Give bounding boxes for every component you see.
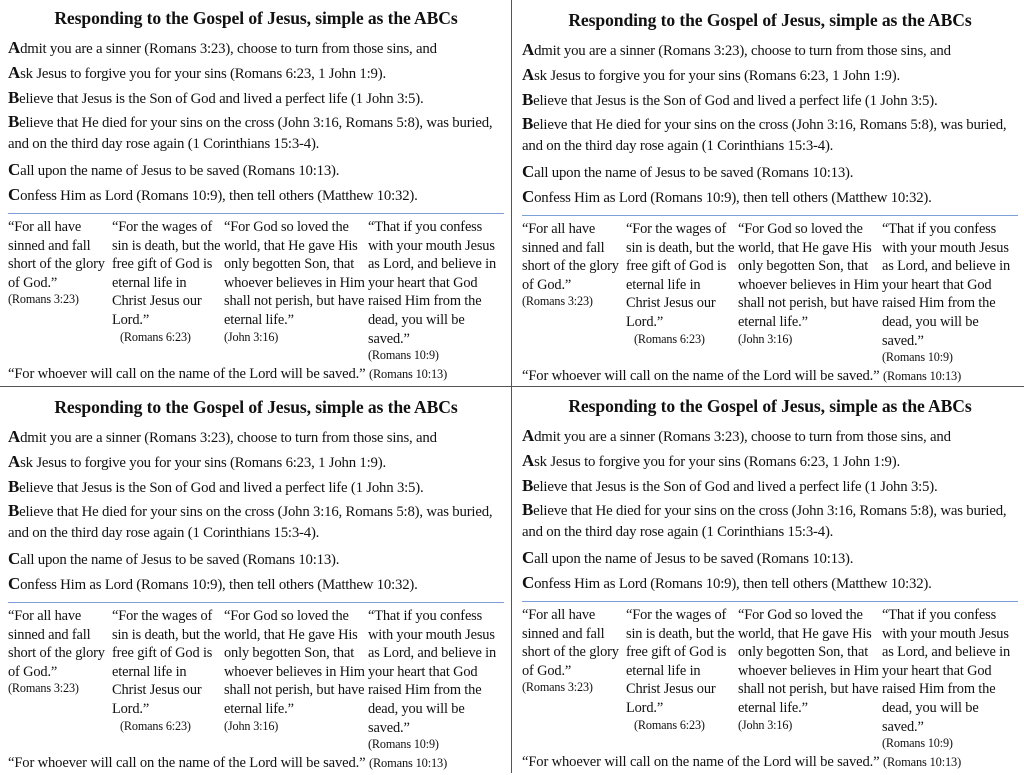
step-initial: A	[8, 63, 21, 82]
step-admit	[8, 425, 504, 450]
verse-reference: (John 3:16)	[738, 331, 793, 346]
verse-romans-6-23	[626, 220, 738, 364]
step-initial: B	[522, 476, 534, 495]
step-initial: C	[522, 162, 535, 181]
step-initial: B	[522, 114, 534, 133]
step-initial: B	[8, 477, 20, 496]
step-initial: A	[522, 40, 535, 59]
verse-text: “For God so loved the world, that He gave His only begotten Son, that whoever believes in Him shall not perish, but have eternal life.”	[738, 607, 879, 716]
step-text: sk Jesus to forgive you for your sins (Romans 6:23, 1 John 1:9).	[20, 455, 386, 471]
step-ask	[8, 450, 504, 475]
card-title: Responding to the Gospel of Jesus, simple as the ABCs	[568, 396, 972, 416]
step-admit	[8, 36, 504, 61]
verse-text: “For the wages of sin is death, but the free gift of God is eternal life in Christ Jesus our Lord.”	[112, 219, 221, 328]
step-believe-died	[522, 113, 1018, 157]
footer-text: “For whoever will call on the name of the Lord will be saved.”	[522, 368, 880, 385]
step-initial: A	[522, 65, 535, 84]
step-text: dmit you are a sinner (Romans 3:23), choose to turn from those sins, and	[534, 43, 951, 59]
verse-columns	[522, 606, 1018, 750]
verse-text: “For God so loved the world, that He gave His only begotten Son, that whoever believes in Him shall not perish, but have eternal life.”	[224, 219, 365, 328]
verse-romans-10-9	[882, 606, 1016, 750]
verse-reference: (Romans 3:23)	[8, 681, 79, 696]
step-text: all upon the name of Jesus to be saved (Romans 10:13).	[20, 163, 340, 179]
step-initial: A	[8, 452, 21, 471]
footer-reference: (Romans 10:13)	[882, 369, 962, 384]
tract-card	[8, 395, 504, 775]
verse-columns	[8, 607, 504, 751]
step-confess	[522, 571, 1018, 596]
step-call	[522, 160, 1018, 185]
step-text: sk Jesus to forgive you for your sins (Romans 6:23, 1 John 1:9).	[20, 66, 386, 82]
verse-text: “For all have sinned and fall short of the glory of God.”	[8, 219, 105, 291]
verse-text: “For the wages of sin is death, but the free gift of God is eternal life in Christ Jesus our Lord.”	[112, 608, 221, 717]
footer-text: “For whoever will call on the name of the Lord will be saved.”	[8, 366, 366, 383]
verse-reference: (Romans 6:23)	[634, 331, 705, 346]
verse-reference: (Romans 3:23)	[522, 680, 593, 695]
step-initial: A	[8, 427, 21, 446]
step-admit	[522, 38, 1018, 63]
footer-text: “For whoever will call on the name of the Lord will be saved.”	[522, 754, 880, 771]
footer-reference: (Romans 10:13)	[882, 755, 962, 770]
step-text: all upon the name of Jesus to be saved (Romans 10:13).	[534, 551, 854, 567]
step-believe-son	[522, 88, 1018, 113]
step-initial: C	[8, 160, 21, 179]
divider-rule	[8, 602, 504, 603]
tract-card	[522, 394, 1018, 774]
step-text: elieve that He died for your sins on the cross (John 3:16, Romans 5:8), was buried, and on the third day rose again (1 Corinthians 15:3-4).	[522, 503, 1007, 540]
card-title: Responding to the Gospel of Jesus, simple as the ABCs	[54, 397, 458, 417]
footer-verse	[8, 366, 504, 383]
step-text: elieve that He died for your sins on the cross (John 3:16, Romans 5:8), was buried, and on the third day rose again (1 Corinthians 15:3-4).	[8, 115, 493, 152]
step-believe-died	[8, 500, 504, 544]
verse-reference: (Romans 3:23)	[8, 292, 79, 307]
step-text: sk Jesus to forgive you for your sins (Romans 6:23, 1 John 1:9).	[534, 68, 900, 84]
card-title: Responding to the Gospel of Jesus, simple as the ABCs	[568, 10, 972, 30]
verse-romans-3-23	[522, 606, 626, 750]
step-confess	[522, 185, 1018, 210]
step-believe-son	[8, 86, 504, 111]
verse-text: “That if you confess with your mouth Jesus as Lord, and believe in your heart that God raised Him from the dead, you will be saved.”	[368, 219, 497, 347]
verse-romans-6-23	[112, 607, 224, 751]
step-believe-died	[522, 499, 1018, 543]
step-initial: C	[8, 549, 21, 568]
abc-steps	[8, 425, 504, 597]
step-initial: A	[522, 426, 535, 445]
step-believe-son	[522, 474, 1018, 499]
step-text: elieve that He died for your sins on the cross (John 3:16, Romans 5:8), was buried, and on the third day rose again (1 Corinthians 15:3-4).	[522, 117, 1007, 154]
verse-romans-10-9	[368, 607, 502, 751]
step-initial: C	[522, 187, 535, 206]
footer-verse	[522, 754, 1018, 771]
verse-text: “For all have sinned and fall short of the glory of God.”	[8, 608, 105, 680]
step-text: elieve that Jesus is the Son of God and lived a perfect life (1 John 3:5).	[533, 93, 938, 109]
verse-john-3-16	[738, 606, 882, 750]
step-text: dmit you are a sinner (Romans 3:23), choose to turn from those sins, and	[20, 41, 437, 57]
footer-verse	[8, 755, 504, 772]
step-confess	[8, 572, 504, 597]
tract-card	[8, 6, 504, 386]
verse-john-3-16	[738, 220, 882, 364]
step-text: elieve that He died for your sins on the cross (John 3:16, Romans 5:8), was buried, and on the third day rose again (1 Corinthians 15:3-4).	[8, 504, 493, 541]
divider-rule	[8, 213, 504, 214]
verse-romans-3-23	[8, 607, 112, 751]
verse-columns	[522, 220, 1018, 364]
step-initial: B	[522, 90, 534, 109]
step-believe-son	[8, 475, 504, 500]
verse-text: “For all have sinned and fall short of the glory of God.”	[522, 221, 619, 293]
verse-romans-6-23	[112, 218, 224, 362]
verse-reference: (Romans 10:9)	[368, 348, 439, 363]
verse-romans-3-23	[8, 218, 112, 362]
verse-text: “For God so loved the world, that He gave His only begotten Son, that whoever believes in Him shall not perish, but have eternal life.”	[738, 221, 879, 330]
step-initial: C	[522, 573, 535, 592]
footer-text: “For whoever will call on the name of the Lord will be saved.”	[8, 755, 366, 772]
step-text: onfess Him as Lord (Romans 10:9), then tell others (Matthew 10:32).	[534, 576, 932, 592]
step-call	[522, 546, 1018, 571]
step-initial: A	[8, 38, 21, 57]
footer-reference: (Romans 10:13)	[368, 756, 448, 771]
step-text: onfess Him as Lord (Romans 10:9), then tell others (Matthew 10:32).	[534, 190, 932, 206]
verse-romans-3-23	[522, 220, 626, 364]
footer-reference: (Romans 10:13)	[368, 367, 448, 382]
verse-text: “For the wages of sin is death, but the free gift of God is eternal life in Christ Jesus our Lord.”	[626, 221, 735, 330]
divider-rule	[522, 215, 1018, 216]
step-text: all upon the name of Jesus to be saved (Romans 10:13).	[20, 552, 340, 568]
tract-card	[522, 8, 1018, 388]
verse-reference: (John 3:16)	[738, 717, 793, 732]
verse-reference: (Romans 3:23)	[522, 294, 593, 309]
verse-romans-6-23	[626, 606, 738, 750]
verse-reference: (Romans 10:9)	[368, 737, 439, 752]
step-initial: B	[8, 112, 20, 131]
step-ask	[522, 63, 1018, 88]
footer-verse	[522, 368, 1018, 385]
step-text: sk Jesus to forgive you for your sins (Romans 6:23, 1 John 1:9).	[534, 454, 900, 470]
step-confess	[8, 183, 504, 208]
step-call	[8, 158, 504, 183]
step-text: onfess Him as Lord (Romans 10:9), then tell others (Matthew 10:32).	[20, 577, 418, 593]
step-initial: B	[8, 501, 20, 520]
verse-text: “That if you confess with your mouth Jesus as Lord, and believe in your heart that God raised Him from the dead, you will be saved.”	[368, 608, 497, 736]
verse-text: “For all have sinned and fall short of the glory of God.”	[522, 607, 619, 679]
verse-reference: (Romans 10:9)	[882, 350, 953, 365]
step-believe-died	[8, 111, 504, 155]
step-initial: C	[522, 548, 535, 567]
verse-reference: (Romans 10:9)	[882, 736, 953, 751]
verse-romans-10-9	[368, 218, 502, 362]
step-text: all upon the name of Jesus to be saved (Romans 10:13).	[534, 165, 854, 181]
step-text: onfess Him as Lord (Romans 10:9), then tell others (Matthew 10:32).	[20, 188, 418, 204]
verse-reference: (Romans 6:23)	[120, 718, 191, 733]
verse-text: “For God so loved the world, that He gave His only begotten Son, that whoever believes in Him shall not perish, but have eternal life.”	[224, 608, 365, 717]
verse-reference: (John 3:16)	[224, 329, 279, 344]
step-ask	[8, 61, 504, 86]
verse-columns	[8, 218, 504, 362]
step-admit	[522, 424, 1018, 449]
step-initial: B	[522, 500, 534, 519]
verse-romans-10-9	[882, 220, 1016, 364]
step-text: dmit you are a sinner (Romans 3:23), choose to turn from those sins, and	[20, 430, 437, 446]
verse-reference: (Romans 6:23)	[120, 329, 191, 344]
verse-text: “That if you confess with your mouth Jesus as Lord, and believe in your heart that God raised Him from the dead, you will be saved.”	[882, 221, 1011, 349]
verse-john-3-16	[224, 607, 368, 751]
step-ask	[522, 449, 1018, 474]
divider-rule	[522, 601, 1018, 602]
step-call	[8, 547, 504, 572]
card-title: Responding to the Gospel of Jesus, simple as the ABCs	[54, 8, 458, 28]
step-text: elieve that Jesus is the Son of God and lived a perfect life (1 John 3:5).	[533, 479, 938, 495]
verse-text: “For the wages of sin is death, but the free gift of God is eternal life in Christ Jesus our Lord.”	[626, 607, 735, 716]
abc-steps	[522, 38, 1018, 210]
step-initial: B	[8, 88, 20, 107]
step-text: elieve that Jesus is the Son of God and lived a perfect life (1 John 3:5).	[19, 480, 424, 496]
step-initial: C	[8, 574, 21, 593]
verse-john-3-16	[224, 218, 368, 362]
verse-text: “That if you confess with your mouth Jesus as Lord, and believe in your heart that God raised Him from the dead, you will be saved.”	[882, 607, 1011, 735]
step-text: elieve that Jesus is the Son of God and lived a perfect life (1 John 3:5).	[19, 91, 424, 107]
step-text: dmit you are a sinner (Romans 3:23), choose to turn from those sins, and	[534, 429, 951, 445]
step-initial: A	[522, 451, 535, 470]
verse-reference: (John 3:16)	[224, 718, 279, 733]
abc-steps	[8, 36, 504, 208]
abc-steps	[522, 424, 1018, 596]
verse-reference: (Romans 6:23)	[634, 717, 705, 732]
step-initial: C	[8, 185, 21, 204]
